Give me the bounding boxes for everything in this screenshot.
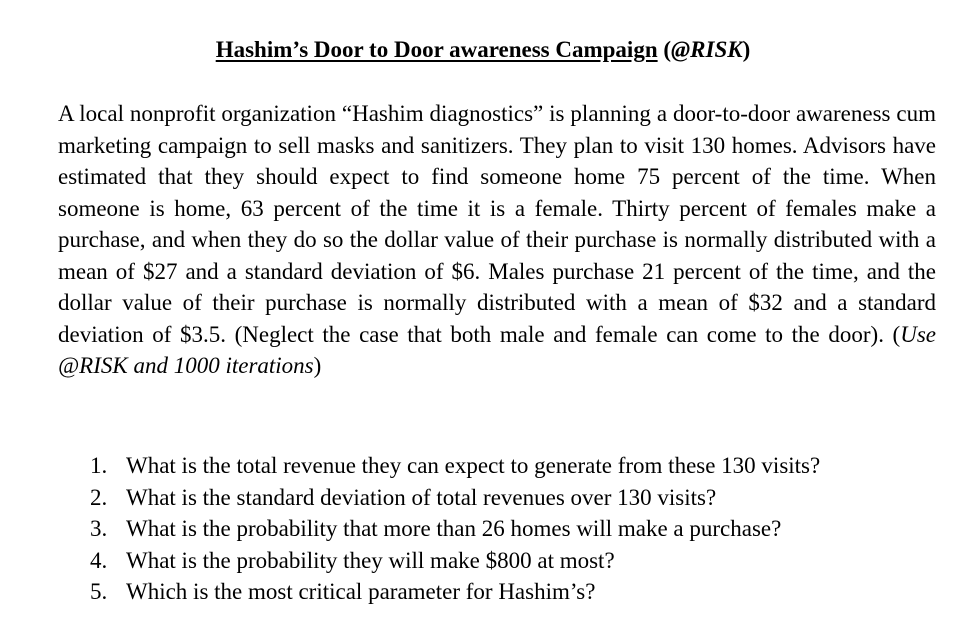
question-text: What is the probability they will make $800 at most? xyxy=(126,547,615,573)
question-text: Which is the most critical parameter for Hashim’s? xyxy=(126,579,596,604)
paragraph-italic-note: Use @RISK and 1000 iterations xyxy=(58,321,936,378)
question-text: What is the total revenue they can expect to generate from these 130 visits? xyxy=(126,453,821,478)
title-tool: @RISK xyxy=(671,37,743,62)
question-list xyxy=(90,450,940,608)
document-title xyxy=(0,34,966,66)
question-item xyxy=(90,482,940,514)
paragraph-closing: ) xyxy=(313,353,322,378)
title-paren-close: ) xyxy=(742,37,751,62)
question-item xyxy=(90,513,940,545)
question-number: 3. xyxy=(90,516,108,541)
title-paren-open: ( xyxy=(657,37,672,62)
paragraph-text: A local nonprofit organization “Hashim diagnostics” is planning a door-to-door awareness cum marketing campaign to sell masks and sanitizers. They plan to visit 130 homes. Advisors have estimated that they should expect to find someone home 75 percent of the time. When someone is home, 63 percent of the time it is a female. Thirty percent of females make a purchase, and when they do so the dollar value of their purchase is normally distributed with a mean of $27 and a standard deviation of $6. Males purchase 21 percent of the time, and the dollar value of their purchase is normally distributed with a mean of $32 and a standard deviation of $3.5. (Neglect the case that both male and female can come to the door). ( xyxy=(58,101,936,347)
question-text: What is the probability that more than 26 homes will make a purchase? xyxy=(126,516,782,541)
title-main: Hashim’s Door to Door awareness Campaign xyxy=(215,37,658,62)
question-item xyxy=(90,450,940,482)
problem-paragraph xyxy=(58,98,936,382)
question-text: What is the standard deviation of total revenues over 130 visits? xyxy=(126,484,717,510)
question-number: 1. xyxy=(90,453,108,478)
question-number: 5. xyxy=(90,579,108,604)
question-number: 4. xyxy=(90,547,108,573)
question-number: 2. xyxy=(90,484,108,510)
question-item xyxy=(90,576,940,608)
question-item xyxy=(90,545,940,577)
